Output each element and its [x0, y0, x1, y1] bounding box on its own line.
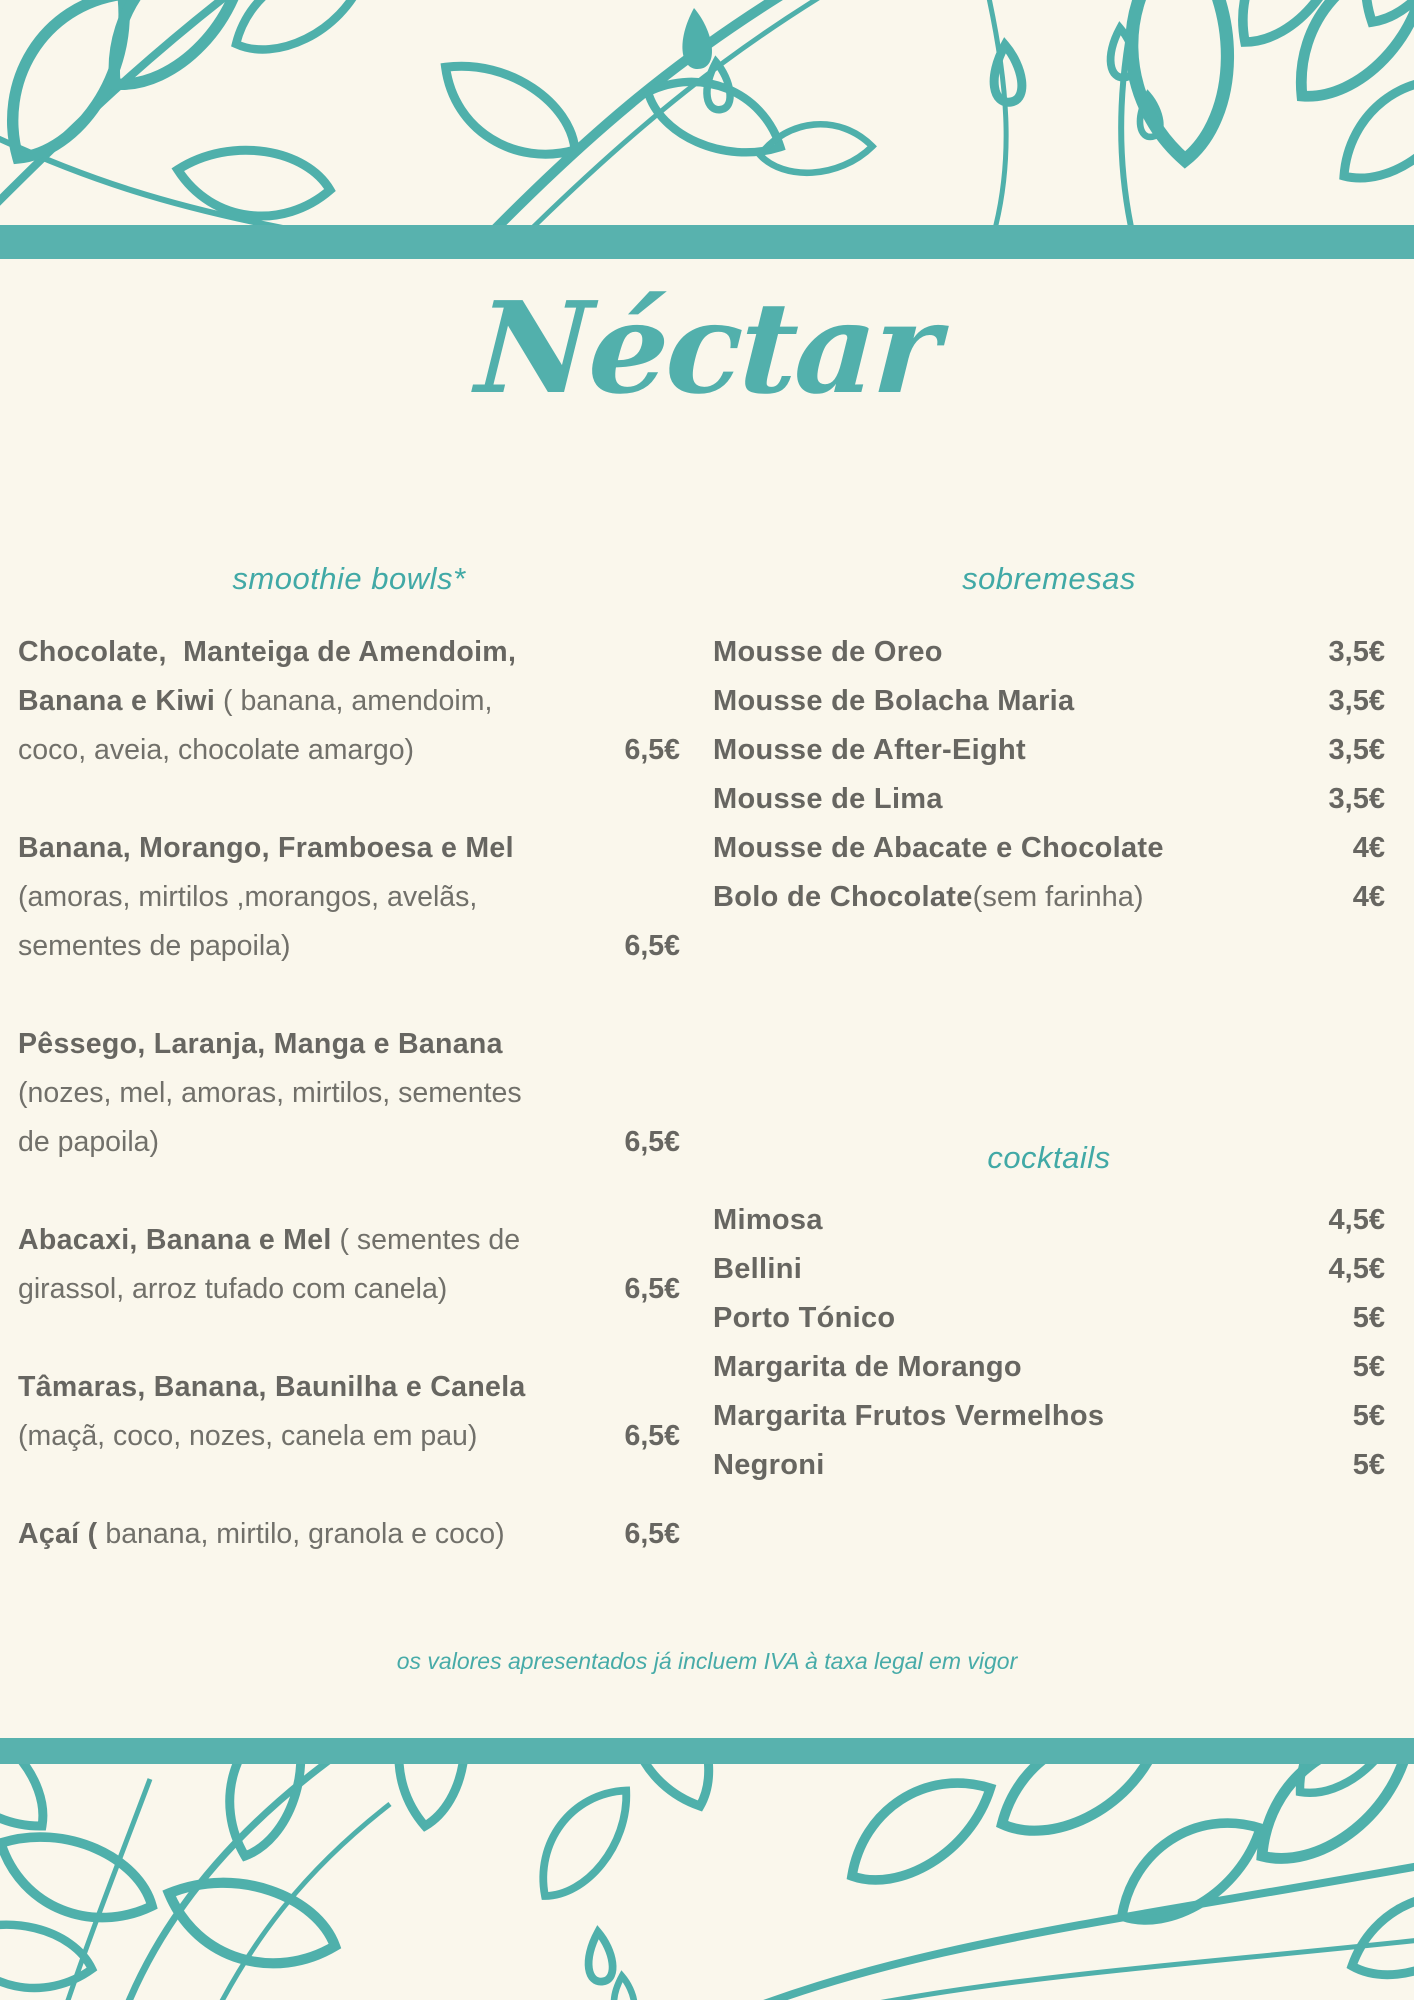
- menu-row: [713, 1245, 1385, 1294]
- page-title: Néctar: [472, 274, 942, 422]
- menu-row-price: 3,5€: [1328, 783, 1385, 815]
- cocktails-list: [713, 1196, 1385, 1490]
- teal-divider-bottom: [0, 1738, 1414, 1764]
- smoothie-bowls-list: [18, 628, 680, 1559]
- menu-item-text: [18, 628, 556, 775]
- menu-item-description: ( banana, amendoim, coco, aveia, chocolate amargo): [18, 685, 501, 766]
- sobremesas-list: [713, 628, 1385, 922]
- menu-row: [713, 873, 1385, 922]
- menu-item-description: (nozes, mel, amoras, mirtilos, sementes de papoila): [18, 1028, 530, 1158]
- menu-row-name: Margarita de Morango: [713, 1351, 1022, 1383]
- menu-row-name: Bolo de Chocolate: [713, 881, 973, 913]
- menu-item-name: Abacaxi, Banana e Mel: [18, 1224, 332, 1256]
- menu-row-name: Mousse de Lima: [713, 783, 943, 815]
- leaf-pattern-bottom: [0, 1764, 1414, 2000]
- menu-item-description: banana, mirtilo, granola e coco): [97, 1518, 505, 1550]
- leaves-illustration-icon: [0, 1764, 1414, 2000]
- menu-item-text: [18, 1216, 556, 1314]
- menu-item-name: Banana, Morango, Framboesa e Mel: [18, 832, 514, 864]
- menu-item-description: ( sementes de girassol, arroz tufado com canela): [18, 1224, 529, 1305]
- menu-row-price: 3,5€: [1328, 734, 1385, 766]
- menu-row-price: 5€: [1352, 1351, 1385, 1383]
- menu-row: [713, 1441, 1385, 1490]
- menu-row-name: Mousse de Oreo: [713, 636, 943, 668]
- menu-row-name: Mimosa: [713, 1204, 823, 1236]
- menu-row-name: Negroni: [713, 1449, 825, 1481]
- menu-item-price: 6,5€: [624, 1518, 680, 1550]
- menu-row: [713, 677, 1385, 726]
- section-heading-smoothie-bowls: smoothie bowls*: [232, 561, 466, 596]
- teal-divider-top: [0, 225, 1414, 259]
- menu-row-name: Mousse de After-Eight: [713, 734, 1026, 766]
- menu-item-name: Chocolate, Manteiga de Amendoim, Banana e Kiwi: [18, 636, 525, 717]
- menu-item-text: [18, 824, 556, 971]
- menu-item-description: (amoras, mirtilos ,morangos, avelãs, sementes de papoila): [18, 832, 522, 962]
- menu-row-price: 3,5€: [1328, 685, 1385, 717]
- menu-item: [18, 1363, 680, 1461]
- menu-item: [18, 1510, 680, 1559]
- menu-row-price: 4,5€: [1328, 1204, 1385, 1236]
- menu-item-text: [18, 1020, 556, 1167]
- menu-row: [713, 1196, 1385, 1245]
- menu-row-name: Mousse de Bolacha Maria: [713, 685, 1075, 717]
- menu-row: [713, 1343, 1385, 1392]
- menu-item-price: 6,5€: [624, 1273, 680, 1305]
- menu-row: [713, 824, 1385, 873]
- menu-item: [18, 824, 680, 971]
- leaf-pattern-top: [0, 0, 1414, 225]
- menu-item-name: Tâmaras, Banana, Baunilha e Canela: [18, 1371, 526, 1403]
- section-heading-sobremesas: sobremesas: [962, 561, 1136, 596]
- menu-row: [713, 1392, 1385, 1441]
- menu-row-description: (sem farinha): [972, 881, 1144, 913]
- menu-item-name: Açaí (: [18, 1518, 98, 1550]
- menu-row-price: 4,5€: [1328, 1253, 1385, 1285]
- section-smoothie-bowls: [18, 558, 680, 1608]
- menu-row: [713, 1294, 1385, 1343]
- section-right-column: [713, 558, 1385, 1490]
- menu-item-price: 6,5€: [624, 734, 680, 766]
- menu-item-price: 6,5€: [624, 1126, 680, 1158]
- menu-row: [713, 628, 1385, 677]
- menu-row-price: 5€: [1352, 1449, 1385, 1481]
- leaves-illustration-icon: [0, 0, 1414, 225]
- menu-item: [18, 628, 680, 775]
- menu-item: [18, 1216, 680, 1314]
- menu-item-text: [18, 1510, 556, 1559]
- menu-row-name: Mousse de Abacate e Chocolate: [713, 832, 1164, 864]
- menu-row: [713, 726, 1385, 775]
- menu-row-name: Porto Tónico: [713, 1302, 896, 1334]
- vat-note: os valores apresentados já incluem IVA à taxa legal em vigor: [396, 1648, 1018, 1674]
- menu-item-price: 6,5€: [624, 930, 680, 962]
- menu-item-description: (maçã, coco, nozes, canela em pau): [18, 1371, 534, 1452]
- menu-row: [713, 775, 1385, 824]
- menu-row-name: Bellini: [713, 1253, 803, 1285]
- section-heading-cocktails: cocktails: [987, 1140, 1111, 1175]
- menu-item: [18, 1020, 680, 1167]
- menu-item-price: 6,5€: [624, 1420, 680, 1452]
- menu-row-price: 5€: [1352, 1400, 1385, 1432]
- menu-row-price: 4€: [1352, 881, 1385, 913]
- menu-row-price: 4€: [1352, 832, 1385, 864]
- menu-row-name: Margarita Frutos Vermelhos: [713, 1400, 1105, 1432]
- menu-row-price: 3,5€: [1328, 636, 1385, 668]
- menu-item-text: [18, 1363, 556, 1461]
- menu-row-price: 5€: [1352, 1302, 1385, 1334]
- menu-item-name: Pêssego, Laranja, Manga e Banana: [18, 1028, 503, 1060]
